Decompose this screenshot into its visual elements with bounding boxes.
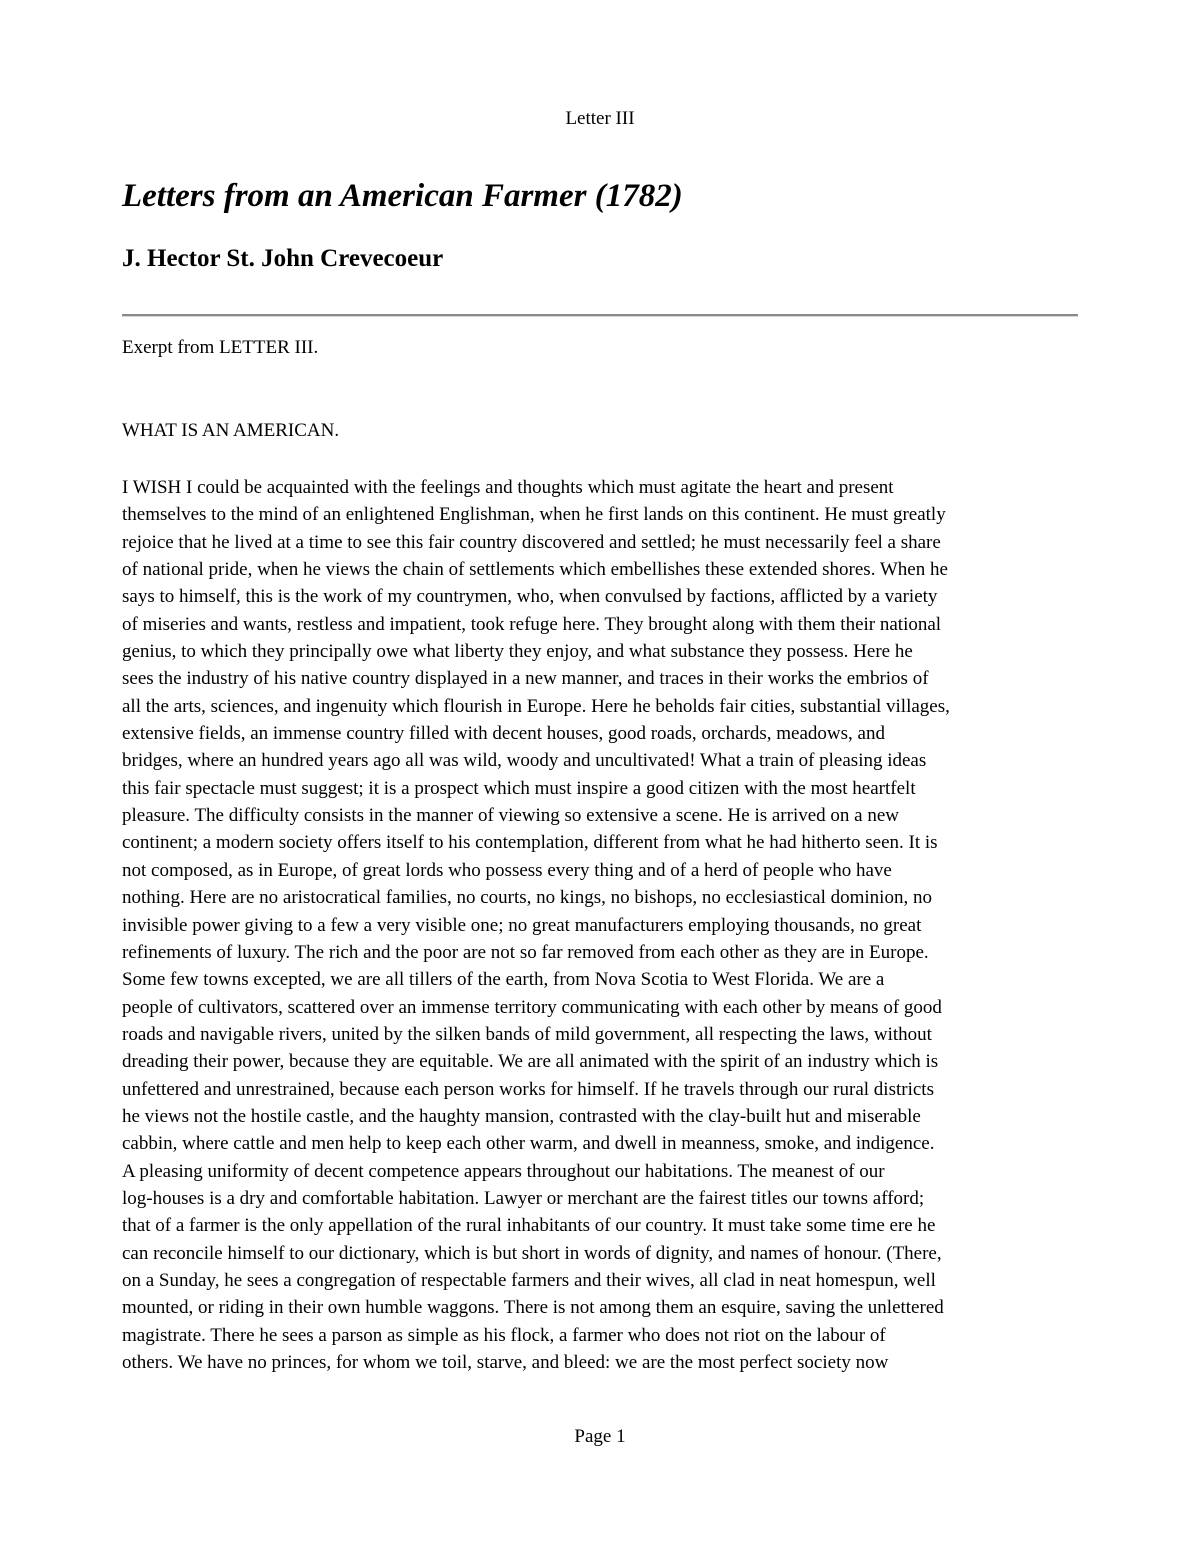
body-line: pleasure. The difficulty consists in the manner of viewing so extensive a scene. He is arrived on a new (122, 805, 900, 827)
page-number: Page 1 (574, 1426, 626, 1447)
body-line: themselves to the mind of an enlightened Englishman, when he first lands on this continent. He must greatly (122, 504, 946, 526)
body-line: cabbin, where cattle and men help to keep each other warm, and dwell in meanness, smoke, and indigence. (122, 1133, 935, 1155)
body-line: rejoice that he lived at a time to see this fair country discovered and settled; he must necessarily feel a share (122, 531, 941, 553)
body-line: A pleasing uniformity of decent competence appears throughout our habitations. The meanest of our (122, 1160, 885, 1182)
body-line: mounted, or riding in their own humble waggons. There is not among them an esquire, saving the unlettered (122, 1297, 944, 1319)
body-line: magistrate. There he sees a parson as simple as his flock, a farmer who does not riot on the labour of (122, 1324, 886, 1346)
body-line: he views not the hostile castle, and the haughty mansion, contrasted with the clay-built hut and miserable (122, 1105, 921, 1127)
body-line: says to himself, this is the work of my countrymen, who, when convulsed by factions, afflicted by a variety (122, 586, 938, 608)
body-line: I WISH I could be acquainted with the feelings and thoughts which must agitate the heart and present (122, 477, 894, 498)
document-title: Letters from an American Farmer (1782) (122, 178, 683, 214)
body-line: bridges, where an hundred years ago all was wild, woody and uncultivated! What a train of pleasing ideas (122, 750, 927, 772)
body-line: that of a farmer is the only appellation of the rural inhabitants of our country. It must take some time ere he (122, 1215, 936, 1237)
body-line: on a Sunday, he sees a congregation of respectable farmers and their wives, all clad in neat homespun, well (122, 1269, 936, 1291)
horizontal-rule (122, 314, 1078, 317)
running-header: Letter III (565, 108, 635, 129)
body-line: log-houses is a dry and comfortable habitation. Lawyer or merchant are the fairest titles our towns afford; (122, 1187, 925, 1209)
body-line: all the arts, sciences, and ingenuity which flourish in Europe. Here he beholds fair cities, substantial villages, (122, 695, 950, 717)
body-line: invisible power giving to a few a very visible one; no great manufacturers employing thousands, no great (122, 914, 922, 936)
body-line: of national pride, when he views the chain of settlements which embellishes these extended shores. When he (122, 559, 948, 581)
body-line: not composed, as in Europe, of great lords who possess every thing and of a herd of people who have (122, 859, 892, 881)
body-paragraph (122, 474, 1082, 1376)
body-line: sees the industry of his native country displayed in a new manner, and traces in their works the embrios of (122, 668, 929, 690)
body-line: people of cultivators, scattered over an immense territory communicating with each other by means of good (122, 996, 942, 1018)
body-line: genius, to which they principally owe what liberty they enjoy, and what substance they possess. Here he (122, 641, 913, 663)
body-line: others. We have no princes, for whom we toil, starve, and bleed: we are the most perfect society now (122, 1352, 889, 1373)
body-line: unfettered and unrestrained, because each person works for himself. If he travels through our rural districts (122, 1078, 934, 1100)
excerpt-note: Exerpt from LETTER III. (122, 337, 319, 358)
document-author: J. Hector St. John Crevecoeur (122, 245, 444, 272)
body-line: this fair spectacle must suggest; it is a prospect which must inspire a good citizen with the most heartfelt (122, 777, 916, 799)
body-line: extensive fields, an immense country filled with decent houses, good roads, orchards, meadows, and (122, 723, 885, 745)
section-heading: WHAT IS AN AMERICAN. (122, 420, 340, 441)
body-line: Some few towns excepted, we are all tillers of the earth, from Nova Scotia to West Florida. We are a (122, 969, 885, 991)
body-line: continent; a modern society offers itself to his contemplation, different from what he had hitherto seen. It is (122, 832, 938, 854)
body-line: roads and navigable rivers, united by the silken bands of mild government, all respecting the laws, without (122, 1023, 932, 1045)
body-line: can reconcile himself to our dictionary, which is but short in words of dignity, and names of honour. (There, (122, 1242, 942, 1264)
body-line: of miseries and wants, restless and impatient, took refuge here. They brought along with them their national (122, 613, 942, 635)
body-line: dreading their power, because they are equitable. We are all animated with the spirit of an industry which is (122, 1051, 939, 1073)
body-line: refinements of luxury. The rich and the poor are not so far removed from each other as they are in Europe. (122, 941, 929, 963)
body-line: nothing. Here are no aristocratical families, no courts, no kings, no bishops, no ecclesiastical dominion, no (122, 887, 932, 909)
